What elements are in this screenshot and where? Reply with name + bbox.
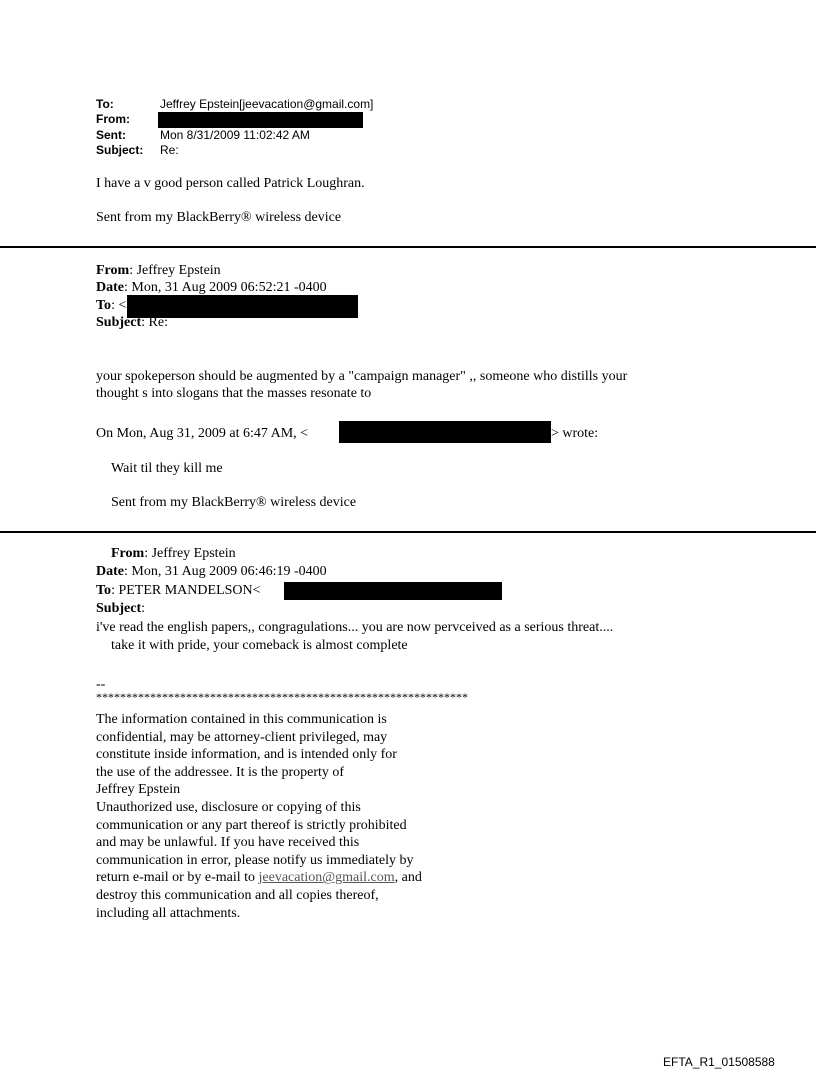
subject-line xyxy=(96,600,145,617)
email-link[interactable]: jeevacation@gmail.com xyxy=(258,870,395,886)
date-label: Date xyxy=(96,564,124,579)
from-value: : Jeffrey Epstein xyxy=(144,546,236,561)
disclaimer-text: return e-mail or by e-mail to xyxy=(96,870,259,886)
signature-line: Sent from my BlackBerry® wireless device xyxy=(96,210,342,225)
to-value: Jeffrey Epstein[jeevacation@gmail.com] xyxy=(160,97,374,111)
date-value: : Mon, 31 Aug 2009 06:46:19 -0400 xyxy=(124,564,327,579)
confidentiality-disclaimer xyxy=(96,711,422,922)
from-value: : Jeffrey Epstein xyxy=(129,263,221,278)
to-label: To xyxy=(96,583,112,598)
disclaimer-line: and may be unlawful. If you have received this xyxy=(96,835,360,851)
to-line xyxy=(96,582,261,599)
to-label: To: xyxy=(96,97,114,111)
disclaimer-line: Unauthorized use, disclosure or copying of this xyxy=(96,799,361,815)
disclaimer-line: communication or any part thereof is strictly prohibited xyxy=(96,817,407,833)
quoted-signature: Sent from my BlackBerry® wireless device xyxy=(111,495,357,510)
message-line: i've read the english papers,, congragulations... you are now pervceived as a serious threat.... xyxy=(96,620,614,635)
signature-separator: -- xyxy=(96,677,106,692)
disclaimer-line: The information contained in this communication is xyxy=(96,712,387,727)
disclaimer-line: Jeffrey Epstein xyxy=(96,782,181,798)
subject-label: Subject xyxy=(96,601,142,616)
from-label: From xyxy=(96,263,130,278)
disclaimer-line: including all attachments. xyxy=(96,905,241,921)
subject-value: : xyxy=(141,601,146,616)
redaction-bar xyxy=(339,421,551,443)
separator-rule xyxy=(0,246,816,248)
subject-label: Subject xyxy=(96,315,142,330)
quote-attribution-suffix: > wrote: xyxy=(551,426,599,441)
from-label: From xyxy=(111,546,145,561)
date-line xyxy=(96,563,327,580)
sent-label: Sent: xyxy=(96,128,126,142)
disclaimer-line: the use of the addressee. It is the property of xyxy=(96,764,345,780)
from-line xyxy=(111,545,236,562)
disclaimer-line: constitute inside information, and is intended only for xyxy=(96,747,397,763)
sent-value: Mon 8/31/2009 11:02:42 AM xyxy=(160,128,310,142)
disclaimer-text: , and xyxy=(394,870,422,886)
date-label: Date xyxy=(96,280,124,295)
subject-line xyxy=(96,314,168,331)
quote-attribution-prefix: On Mon, Aug 31, 2009 at 6:47 AM, < xyxy=(96,426,309,441)
from-line xyxy=(96,262,221,279)
date-value: : Mon, 31 Aug 2009 06:52:21 -0400 xyxy=(124,280,327,295)
redaction-bar xyxy=(158,112,363,128)
document-id: EFTA_R1_01508588 xyxy=(663,1055,775,1069)
message-line: I have a v good person called Patrick Loughran. xyxy=(96,176,365,191)
date-line xyxy=(96,279,327,296)
message-line: thought s into slogans that the masses resonate to xyxy=(96,386,372,401)
disclaimer-line: destroy this communication and all copies thereof, xyxy=(96,887,379,903)
subject-label: Subject: xyxy=(96,143,144,157)
redaction-bar xyxy=(284,582,502,600)
asterisk-rule: ************************************************************** xyxy=(96,690,468,704)
to-label: To xyxy=(96,298,112,313)
subject-value: Re: xyxy=(160,143,179,157)
to-line xyxy=(96,297,126,314)
to-value: : PETER MANDELSON< xyxy=(111,583,261,598)
message-line: take it with pride, your comeback is almost complete xyxy=(111,638,408,653)
from-label: From: xyxy=(96,112,130,126)
disclaimer-line xyxy=(96,869,422,887)
subject-value: : Re: xyxy=(141,315,168,330)
disclaimer-line: communication in error, please notify us immediately by xyxy=(96,852,414,868)
message-line: your spokeperson should be augmented by a "campaign manager" ,, someone who distills your xyxy=(96,369,628,384)
disclaimer-line: confidential, may be attorney-client privileged, may xyxy=(96,729,388,745)
to-value: : < xyxy=(111,298,127,313)
separator-rule xyxy=(0,531,816,533)
quoted-line: Wait til they kill me xyxy=(111,461,223,476)
